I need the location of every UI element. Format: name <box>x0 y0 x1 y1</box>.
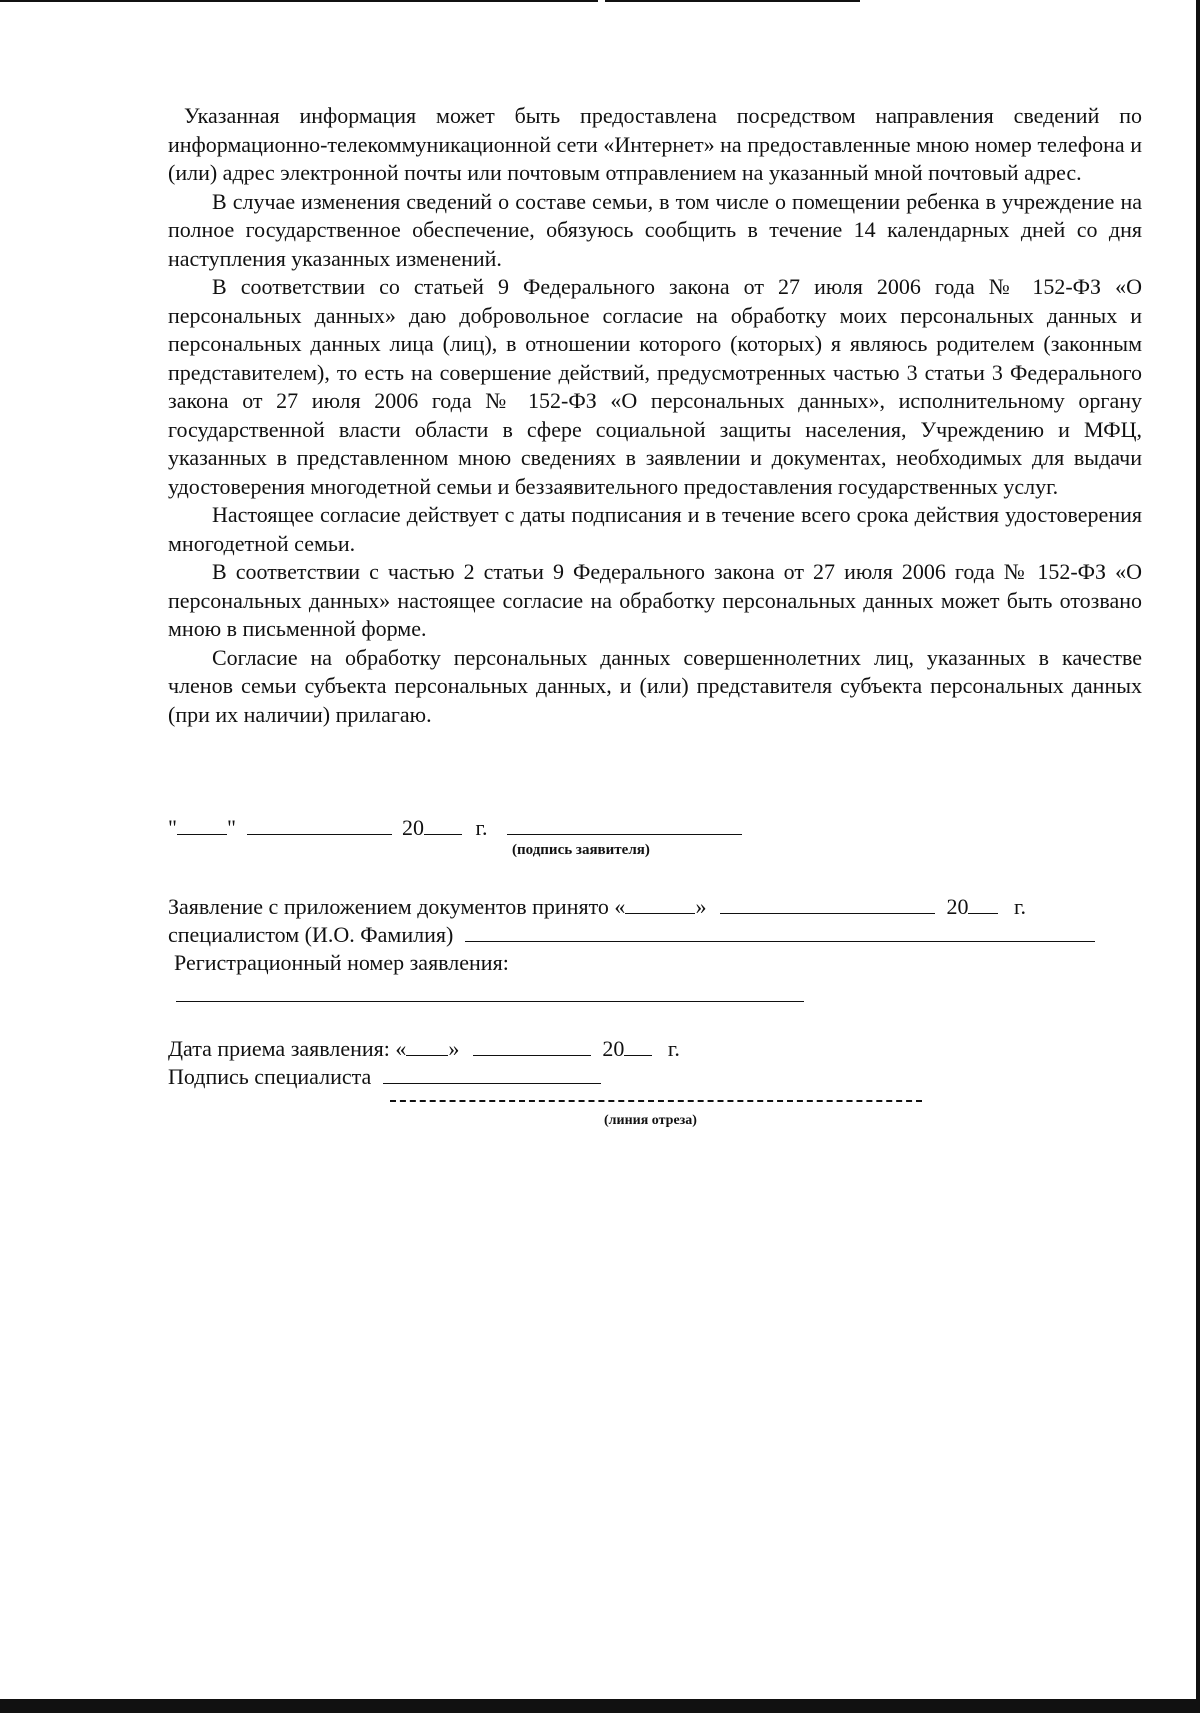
day-quote-close: " <box>226 815 236 840</box>
specialist-row <box>168 921 1095 948</box>
year-suffix: г. <box>475 815 488 840</box>
acceptance-row <box>168 893 1026 920</box>
cut-line-caption: (линия отреза) <box>604 1113 697 1128</box>
receipt-year-blank[interactable] <box>624 1035 652 1056</box>
paragraph-family-changes: В случае изменения сведений о составе семьи, в том числе о помещении ребенка в учреждение на полное государственное обеспечение, обязуюсь сообщить в течение 14 календарных дней со дня наступления указанных изменений. <box>168 188 1142 271</box>
specialist-signature-label: Подпись специалиста <box>168 1064 372 1089</box>
scan-edge-top-right <box>605 0 860 2</box>
receipt-year-prefix: 20 <box>602 1036 625 1061</box>
acceptance-day-blank[interactable] <box>625 893 695 914</box>
specialist-label: специалистом (И.О. Фамилия) <box>168 922 454 947</box>
acceptance-label: Заявление с приложением документов принято « <box>168 894 626 919</box>
month-blank[interactable] <box>247 814 392 835</box>
day-blank[interactable] <box>177 814 227 835</box>
year-prefix: 20 <box>401 815 424 840</box>
scan-edge-bottom <box>0 1699 1200 1713</box>
consent-text-body <box>168 102 1142 729</box>
applicant-signature-row <box>168 814 742 841</box>
acceptance-year-prefix: 20 <box>946 894 969 919</box>
specialist-signature-blank[interactable] <box>383 1063 601 1084</box>
receipt-year-suffix: г. <box>667 1036 680 1061</box>
receipt-month-blank[interactable] <box>473 1035 591 1056</box>
receipt-quote-close: » <box>448 1036 460 1061</box>
applicant-signature-blank[interactable] <box>507 814 742 835</box>
receipt-day-blank[interactable] <box>406 1035 448 1056</box>
specialist-name-blank[interactable] <box>465 921 1095 942</box>
paragraph-consent-validity: Настоящее согласие действует с даты подписания и в течение всего срока действия удостоверения многодетной семьи. <box>168 502 1142 556</box>
acceptance-month-blank[interactable] <box>720 893 935 914</box>
receipt-date-row <box>168 1035 680 1062</box>
acceptance-year-suffix: г. <box>1013 894 1026 919</box>
registration-number-blank[interactable] <box>176 1001 804 1002</box>
paragraph-attachment: Согласие на обработку персональных данных совершеннолетних лиц, указанных в качестве членов семьи субъекта персональных данных, и (или) представителя субъекта персональных данных (при их наличии) прилагаю. <box>168 644 1142 727</box>
scan-edge-top-left <box>0 0 598 2</box>
specialist-signature-row <box>168 1063 601 1090</box>
paragraph-consent-revocation: В соответствии с частью 2 статьи 9 Федерального закона от 27 июля 2006 года № 152-ФЗ «О персональных данных» настоящее согласие на обработку персональных данных может быть отозвано мною в письменной форме. <box>168 559 1142 641</box>
day-quote-open: " <box>168 815 177 840</box>
acceptance-year-blank[interactable] <box>968 893 998 914</box>
paragraph-information-delivery: Указанная информация может быть предоставлена посредством направления сведений по информационно-телекоммуникационной сети «Интернет» на предоставленные мною номер телефона и (или) адрес электронной почты или почтовым отправлением на указанный мной почтовый адрес. <box>168 103 1142 185</box>
registration-label: Регистрационный номер заявления: <box>174 950 509 975</box>
applicant-signature-caption: (подпись заявителя) <box>512 842 650 858</box>
scan-edge-right <box>1196 0 1200 1713</box>
year-blank[interactable] <box>424 814 462 835</box>
cut-line <box>390 1100 922 1102</box>
receipt-date-label: Дата приема заявления: « <box>168 1036 407 1061</box>
registration-row <box>174 950 509 976</box>
paragraph-personal-data-consent: В соответствии со статьей 9 Федерального закона от 27 июля 2006 года № 152-ФЗ «О персональных данных» даю добровольное согласие на обработку моих персональных данных и персональных данных лица (лиц), в отношении которого (которых) я являюсь родителем (законным представителем), то есть на совершение действий, предусмотренных частью 3 статьи 3 Федерального закона от 27 июля 2006 года № 152-ФЗ «О персональных данных», исполнительному органу государственной власти области в сфере социальной защиты населения, Учреждению и МФЦ, указанных в представленном мною сведениях в заявлении и документах, необходимых для выдачи удостоверения многодетной семьи и беззаявительного предоставления государственных услуг. <box>168 274 1142 499</box>
acceptance-quote-close: » <box>695 894 707 919</box>
